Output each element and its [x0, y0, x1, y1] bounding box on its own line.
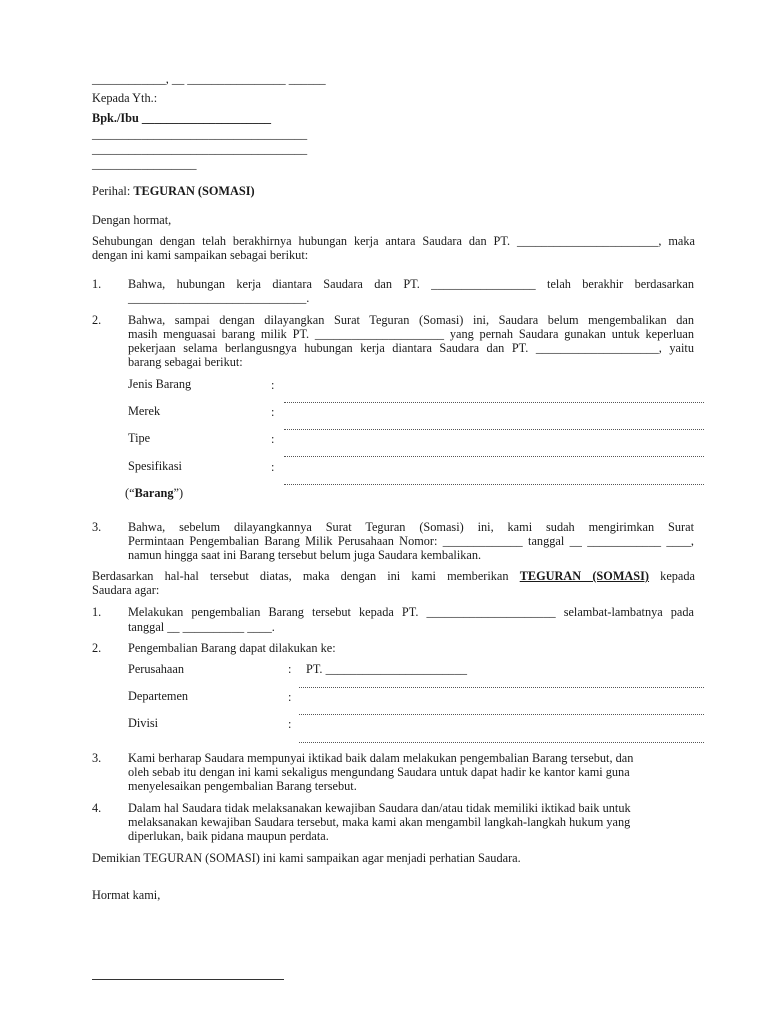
addressee-heading: Kepada Yth.:: [92, 91, 158, 105]
subject-value: TEGURAN (SOMASI): [133, 184, 255, 198]
point-number: 1.: [92, 277, 102, 291]
field-colon: :: [288, 662, 292, 676]
field-label-divisi: Divisi: [128, 716, 159, 730]
field-colon: :: [271, 460, 275, 474]
demand-4-line-2: melaksanakan kewajiban Saudara tersebut, maka kami akan mengambil langkah-langkah hukum yang: [128, 815, 631, 829]
fill-line-jenis-barang[interactable]: [284, 402, 704, 403]
demand-text: Berdasarkan hal-hal tersebut diatas, maka dengan ini kami memberikan: [92, 569, 520, 583]
date-line: ____________, __ ________________ ______: [92, 72, 326, 86]
demand-number: 1.: [92, 605, 102, 619]
demand-4-line-3: diperlukan, baik pidana maupun perdata.: [128, 829, 329, 843]
demand-line-2: Saudara agar:: [92, 583, 160, 597]
demand-3-line-3: menyelesaikan pengembalian Barang tersebut.: [128, 779, 357, 793]
demand-1-line-1: Melakukan pengembalian Barang tersebut kepada PT. _____________________ selambat-lambatnya pada: [128, 605, 694, 619]
point-3-line-1: Bahwa, sebelum dilayangkannya Surat Teguran (Somasi) ini, kami sudah mengirimkan Surat: [128, 520, 694, 534]
address-line-3: _________________: [92, 157, 197, 171]
point-3-line-3: namun hingga saat ini Barang tersebut belum juga Saudara kembalikan.: [128, 548, 482, 562]
field-label-tipe: Tipe: [128, 431, 151, 445]
point-1-line-2: _____________________________.: [128, 291, 310, 305]
address-line-2: ___________________________________: [92, 142, 308, 156]
field-colon: :: [271, 405, 275, 419]
field-colon: :: [271, 378, 275, 392]
demand-3-line-1: Kami berharap Saudara mempunyai iktikad baik dalam melakukan pengembalian Barang tersebut, dan: [128, 751, 634, 765]
point-2-line-4: barang sebagai berikut:: [128, 355, 243, 369]
signature-line[interactable]: [92, 979, 284, 980]
field-colon: :: [288, 717, 292, 731]
fill-line-merek[interactable]: [284, 429, 704, 430]
demand-2-line-1: Pengembalian Barang dapat dilakukan ke:: [128, 641, 336, 655]
fill-line-divisi[interactable]: [299, 742, 704, 743]
field-value-perusahaan: PT. _______________________: [306, 662, 467, 676]
point-1-line-1: Bahwa, hubungan kerja diantara Saudara dan PT. _________________ telah berakhir berdasarkan: [128, 277, 694, 291]
salutation: Dengan hormat,: [92, 213, 172, 227]
defined-term-close: ”): [173, 486, 184, 500]
fill-line-departemen[interactable]: [299, 714, 704, 715]
demand-4-line-1: Dalam hal Saudara tidak melaksanakan kewajiban Saudara dan/atau tidak memiliki iktikad baik untuk: [128, 801, 631, 815]
closing-statement: Demikian TEGURAN (SOMASI) ini kami sampaikan agar menjadi perhatian Saudara.: [92, 851, 521, 865]
point-2-line-3: pekerjaan selama berlangusngya hubungan kerja diantara Saudara dan PT. ____________________, yaitu: [128, 341, 694, 355]
field-label-merek: Merek: [128, 404, 161, 418]
address-line-1: ___________________________________: [92, 127, 308, 141]
field-label-jenis-barang: Jenis Barang: [128, 377, 192, 391]
point-number: 3.: [92, 520, 102, 534]
defined-term-word: Barang: [134, 486, 174, 500]
point-2-line-1: Bahwa, sampai dengan dilayangkan Surat Teguran (Somasi) ini, Saudara belum mengembalikan dan: [128, 313, 694, 327]
fill-line-spesifikasi[interactable]: [284, 484, 704, 485]
intro-line-1: Sehubungan dengan telah berakhirnya hubungan kerja antara Saudara dan PT. _______________________, maka: [92, 234, 695, 248]
demand-3-line-2: oleh sebab itu dengan ini kami sekaligus mengundang Saudara untuk dapat hadir ke kantor kami guna: [128, 765, 630, 779]
subject-label: Perihal:: [92, 184, 134, 198]
demand-line-1: [92, 569, 695, 583]
demand-1-line-2: tanggal __ __________ ____.: [128, 620, 275, 634]
field-label-spesifikasi: Spesifikasi: [128, 459, 182, 473]
recipient-line: Bpk./Ibu _____________________: [92, 111, 272, 125]
defined-term-barang: [125, 486, 183, 500]
defined-term-open: (“: [125, 486, 135, 500]
fill-line-perusahaan[interactable]: [299, 687, 704, 688]
field-colon: :: [271, 432, 275, 446]
demand-emphasis: TEGURAN (SOMASI): [519, 569, 650, 583]
point-2-line-2: masih menguasai barang milik PT. _____________________ yang pernah Saudara gunakan untuk keperluan: [128, 327, 694, 341]
fill-line-tipe[interactable]: [284, 456, 704, 457]
field-colon: :: [288, 690, 292, 704]
field-label-departemen: Departemen: [128, 689, 189, 703]
intro-line-2: dengan ini kami sampaikan sebagai berikut:: [92, 248, 309, 262]
subject-line: [92, 184, 255, 198]
demand-number: 3.: [92, 751, 102, 765]
demand-text-end: kepada: [649, 569, 695, 583]
point-3-line-2: Permintaan Pengembalian Barang Milik Perusahaan Nomor: _____________ tanggal __ ____________ ____,: [128, 534, 694, 548]
regards: Hormat kami,: [92, 888, 161, 902]
point-number: 2.: [92, 313, 102, 327]
demand-number: 2.: [92, 641, 102, 655]
demand-number: 4.: [92, 801, 102, 815]
field-label-perusahaan: Perusahaan: [128, 662, 184, 676]
